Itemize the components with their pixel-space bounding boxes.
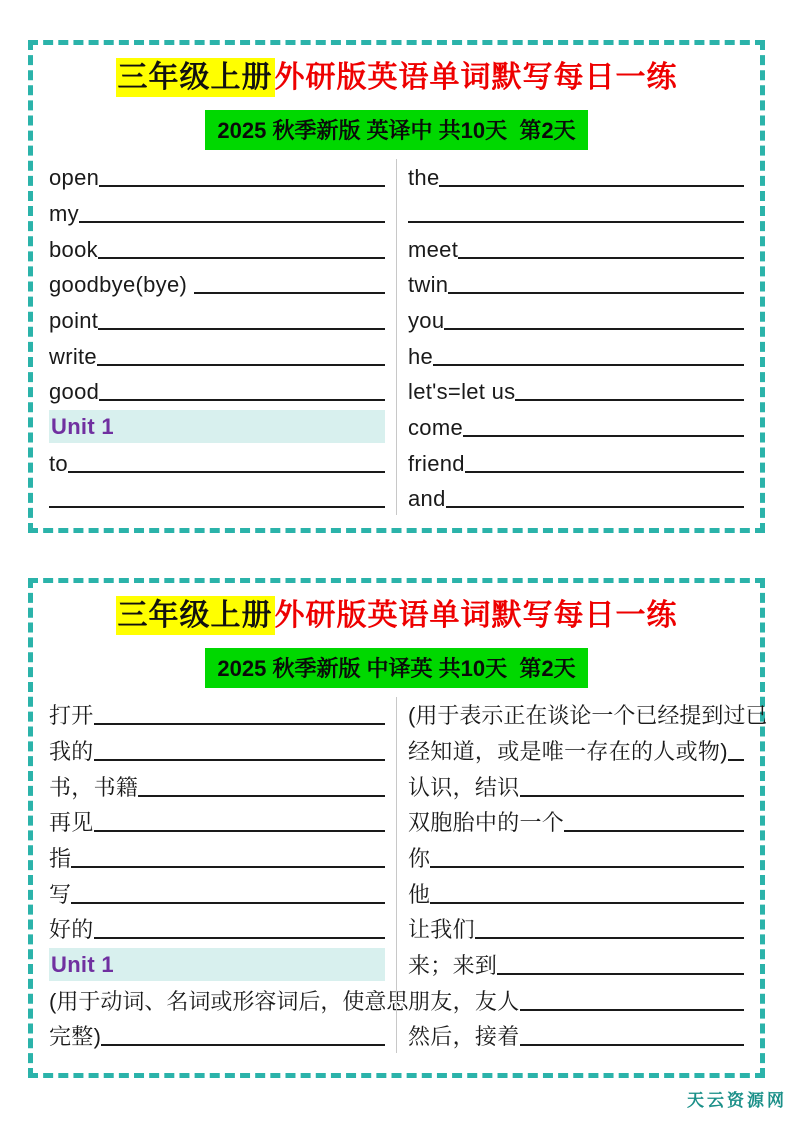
word-label: the [408,165,440,191]
answer-line [99,399,385,401]
word-label: 写 [49,881,72,907]
word-label: and [408,486,446,512]
wrapped-text-row [49,982,409,1018]
word-row [408,804,744,840]
word-row [49,1018,385,1054]
word-row [408,159,744,195]
word-row [49,697,385,733]
word-label: he [408,343,434,369]
word-label: (用于表示正在谈论一个已经提到过已 [408,703,768,729]
answer-line [475,937,744,939]
watermark: 天云资源网 [687,1091,787,1110]
word-row [49,768,385,804]
word-list [33,689,768,1054]
word-label: 好的 [49,917,94,943]
word-label: meet [408,236,459,262]
title-main-text: 外研版英语单词默写每日一练 [274,599,678,632]
answer-line [463,435,744,437]
word-label: 双胞胎中的一个 [408,810,565,836]
word-row [408,230,744,266]
word-row [408,875,744,911]
answer-line [94,937,385,939]
word-label: 朋友，友人 [408,988,520,1014]
title-grade-highlight: 三年级上册 [116,596,275,635]
answer-line [430,902,744,904]
word-column-right [396,697,768,1054]
answer-line [71,902,385,904]
answer-line [520,1009,744,1011]
word-label: 然后，接着 [408,1024,520,1050]
word-column-left [49,697,409,1054]
unit-row [49,410,385,443]
word-row [49,839,385,875]
answer-line [99,185,385,187]
word-label: 你 [408,845,431,871]
word-list [33,151,760,516]
page-title [33,59,760,97]
word-label: 再见 [49,810,94,836]
worksheet-card-chinese-to-english [28,578,768,1078]
answer-line [728,759,744,761]
word-row [49,194,385,230]
answer-line [439,185,744,187]
word-label: my [49,200,79,226]
worksheet-card-english-to-chinese [28,40,765,533]
answer-line [71,866,385,868]
answer-line [94,723,385,725]
banner-row [33,110,760,150]
answer-line [98,328,385,330]
word-label: good [49,379,100,405]
answer-line [138,795,385,797]
answer-line [79,221,385,223]
edition-banner: 2025 秋季新版 中译英 共10天 第2天 [205,648,587,688]
word-row [408,408,744,444]
answer-line [520,1044,744,1046]
answer-line [94,759,385,761]
word-label: 经知道，或是唯一存在的人或物) [408,738,728,764]
word-row [408,480,744,516]
word-label: to [49,450,68,476]
word-row [408,732,744,768]
word-row [408,301,744,337]
word-label: 让我们 [408,917,475,943]
word-label: book [49,236,98,262]
word-label: goodbye(bye) [49,272,194,298]
word-row [408,266,744,302]
answer-line [458,257,744,259]
answer-line [444,328,744,330]
banner-row [33,648,760,688]
word-row [49,911,385,947]
answer-line [97,364,385,366]
word-row [49,301,385,337]
word-label: 他 [408,881,431,907]
word-label: (用于动词、名词或形容词后，使意思 [49,988,409,1014]
word-row [49,732,385,768]
word-row [49,337,385,373]
word-row [49,230,385,266]
word-label: twin [408,272,449,298]
unit-row [49,948,385,981]
answer-line [465,471,744,473]
answer-line [515,399,744,401]
answer-line [497,973,744,975]
answer-line [446,506,744,508]
word-row [49,804,385,840]
word-label: write [49,343,97,369]
blank-row [49,480,385,516]
unit-label: Unit 1 [51,413,114,439]
word-label: 来；来到 [408,953,498,978]
word-row [49,875,385,911]
answer-line [520,795,744,797]
answer-line [448,292,744,294]
word-column-left [49,159,396,516]
word-label: you [408,307,445,333]
wrapped-text-row [408,697,768,733]
answer-line [68,471,385,473]
word-row [408,373,744,409]
word-row [408,768,744,804]
title-grade-highlight: 三年级上册 [116,58,275,97]
word-label: 打开 [49,703,94,729]
word-row [49,373,385,409]
answer-line [430,866,744,868]
answer-line [408,221,744,223]
answer-line [98,257,385,259]
word-row [408,444,744,480]
answer-line [94,830,385,832]
page-title [33,597,760,635]
word-label: let's=let us [408,379,516,405]
word-label: 完整) [49,1024,102,1050]
answer-line [564,830,744,832]
word-row [408,337,744,373]
word-row [408,839,744,875]
word-row [408,1018,744,1054]
title-main-text: 外研版英语单词默写每日一练 [274,61,678,94]
word-label: open [49,165,100,191]
word-row [408,946,744,982]
word-label: point [49,307,99,333]
word-column-right [396,159,744,516]
word-row [49,444,385,480]
edition-banner: 2025 秋季新版 英译中 共10天 第2天 [205,110,587,150]
unit-label: Unit 1 [51,951,114,977]
word-row [408,982,744,1018]
word-label: friend [408,450,465,476]
answer-line [194,292,385,294]
word-label: 我的 [49,738,94,764]
word-label: come [408,415,463,440]
answer-line [101,1044,385,1046]
answer-line [49,506,385,508]
answer-line [433,364,744,366]
word-row [49,159,385,195]
word-label: 指 [49,845,72,871]
word-row [49,266,385,302]
word-label: 书，书籍 [49,774,139,800]
word-label: 认识，结识 [408,774,520,800]
word-row [408,911,744,947]
blank-row [408,194,744,230]
